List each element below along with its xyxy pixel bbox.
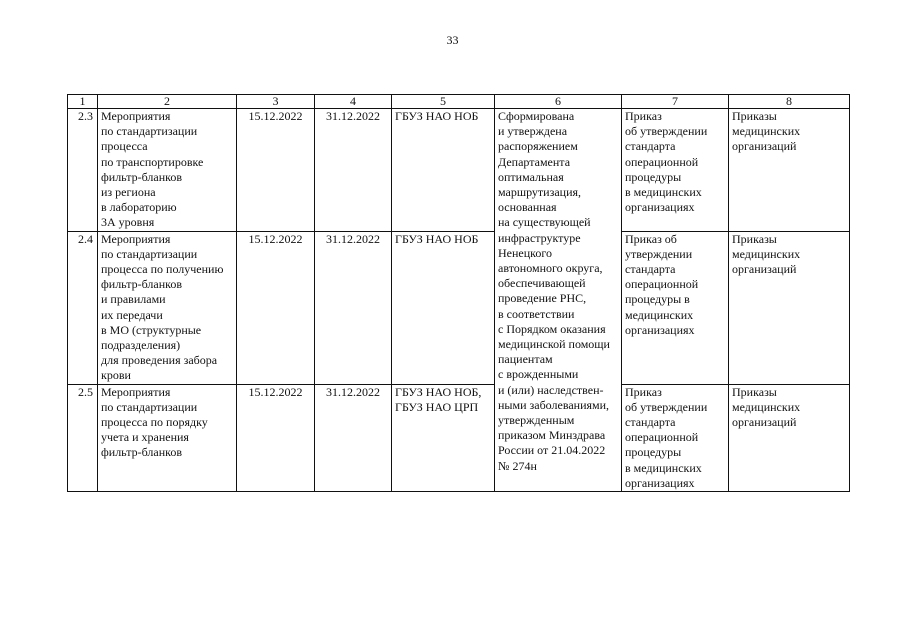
column-number: 3 xyxy=(237,95,315,109)
document-cell xyxy=(622,384,729,491)
end-date-cell: 31.12.2022 xyxy=(315,109,392,232)
cell-line: из региона xyxy=(101,185,156,200)
recipients-cell xyxy=(729,231,850,384)
cell-line: медицинских xyxy=(625,307,694,322)
cell-line: стандарта xyxy=(625,415,676,430)
measures-table xyxy=(67,94,850,492)
cell-line: ГБУЗ НАО ЦРП xyxy=(395,399,479,414)
cell-line: медицинских xyxy=(732,246,801,261)
column-number: 6 xyxy=(495,95,622,109)
cell-line: в лабораторию xyxy=(101,200,177,215)
end-date-cell: 31.12.2022 xyxy=(315,384,392,491)
cell-line: крови xyxy=(101,368,131,383)
document-cell xyxy=(622,109,729,232)
event-cell xyxy=(98,384,237,491)
result-cell xyxy=(495,109,622,492)
cell-line: процесса по порядку xyxy=(101,415,208,430)
start-date-cell: 15.12.2022 xyxy=(237,109,315,232)
cell-line: организациях xyxy=(625,475,695,490)
cell-line: операционной xyxy=(625,277,699,292)
cell-line: России от 21.04.2022 xyxy=(498,443,606,458)
event-cell xyxy=(98,231,237,384)
cell-line: ными заболеваниями, xyxy=(498,397,610,412)
cell-line: операционной xyxy=(625,430,699,445)
cell-line: процедуры xyxy=(625,445,682,460)
cell-line: для проведения забора xyxy=(101,353,218,368)
cell-line: в МО (структурные xyxy=(101,322,202,337)
cell-line: организаций xyxy=(732,415,797,430)
cell-line: учета и хранения xyxy=(101,430,189,445)
recipients-cell xyxy=(729,384,850,491)
cell-line: об утверждении xyxy=(625,399,708,414)
cell-line: по стандартизации xyxy=(101,246,198,261)
cell-line: Приказ xyxy=(625,109,662,123)
cell-line: по транспортировке xyxy=(101,154,204,169)
cell-line: Мероприятия xyxy=(101,231,171,246)
column-number: 7 xyxy=(622,95,729,109)
cell-line: организациях xyxy=(625,322,695,337)
start-date-cell: 15.12.2022 xyxy=(237,231,315,384)
cell-line: процедуры xyxy=(625,169,682,184)
column-number: 8 xyxy=(729,95,850,109)
cell-line: фильтр-бланков xyxy=(101,169,183,184)
item-number-cell: 2.5 xyxy=(68,384,98,491)
event-cell xyxy=(98,109,237,232)
cell-line: процедуры в xyxy=(625,292,690,307)
cell-line: операционной xyxy=(625,154,699,169)
column-number: 1 xyxy=(68,95,98,109)
cell-line: № 274н xyxy=(498,458,537,473)
cell-line: с врожденными xyxy=(498,367,579,382)
cell-line: и утверждена xyxy=(498,124,568,139)
cell-line: в соответствии xyxy=(498,306,575,321)
cell-line: в медицинских xyxy=(625,185,702,200)
cell-line: стандарта xyxy=(625,262,676,277)
cell-line: обеспечивающей xyxy=(498,276,586,291)
cell-line: ГБУЗ НАО НОБ, xyxy=(395,384,482,399)
cell-line: Приказы xyxy=(732,109,777,123)
cell-line: распоряжением xyxy=(498,139,578,154)
column-number: 4 xyxy=(315,95,392,109)
page-number: 33 xyxy=(446,33,459,47)
cell-line: утверждении xyxy=(625,246,693,261)
table-row xyxy=(68,109,850,232)
cell-line: по стандартизации xyxy=(101,399,198,414)
cell-line: Департамента xyxy=(498,154,571,169)
cell-line: Сформирована xyxy=(498,109,575,123)
cell-line: подразделения) xyxy=(101,338,181,353)
cell-line: стандарта xyxy=(625,139,676,154)
cell-line: 3А уровня xyxy=(101,215,155,230)
cell-line: фильтр-бланков xyxy=(101,445,183,460)
cell-line: на существующей xyxy=(498,215,591,230)
document-cell xyxy=(622,231,729,384)
cell-line: основанная xyxy=(498,200,557,215)
cell-line: процесса по получению xyxy=(101,262,224,277)
cell-line: с Порядком оказания xyxy=(498,321,606,336)
executor-cell xyxy=(392,109,495,232)
cell-line: организаций xyxy=(732,139,797,154)
cell-line: утвержденным xyxy=(498,413,575,428)
executor-cell xyxy=(392,384,495,491)
cell-line: и правилами xyxy=(101,292,166,307)
cell-line: инфраструктуре xyxy=(498,230,581,245)
cell-line: автономного округа, xyxy=(498,261,603,276)
cell-line: проведение РНС, xyxy=(498,291,587,306)
cell-line: Приказы xyxy=(732,384,777,399)
end-date-cell: 31.12.2022 xyxy=(315,231,392,384)
cell-line: фильтр-бланков xyxy=(101,277,183,292)
cell-line: по стандартизации xyxy=(101,124,198,139)
table-row xyxy=(68,231,850,384)
cell-line: Мероприятия xyxy=(101,109,171,123)
cell-line: процесса xyxy=(101,139,148,154)
cell-line: медицинской помощи xyxy=(498,337,610,352)
item-number-cell: 2.3 xyxy=(68,109,98,232)
cell-line: Мероприятия xyxy=(101,384,171,399)
table-row xyxy=(68,384,850,491)
cell-line: ГБУЗ НАО НОБ xyxy=(395,231,479,246)
column-number: 5 xyxy=(392,95,495,109)
cell-line: об утверждении xyxy=(625,124,708,139)
cell-line: маршрутизация, xyxy=(498,185,582,200)
item-number-cell: 2.4 xyxy=(68,231,98,384)
cell-line: медицинских xyxy=(732,124,801,139)
cell-line: приказом Минздрава xyxy=(498,428,606,443)
cell-line: организациях xyxy=(625,200,695,215)
cell-line: Ненецкого xyxy=(498,245,553,260)
column-number-row xyxy=(68,95,850,109)
cell-line: оптимальная xyxy=(498,169,564,184)
cell-line: пациентам xyxy=(498,352,553,367)
recipients-cell xyxy=(729,109,850,232)
cell-line: Приказы xyxy=(732,231,777,246)
cell-line: ГБУЗ НАО НОБ xyxy=(395,109,479,123)
cell-line: медицинских xyxy=(732,399,801,414)
cell-line: организаций xyxy=(732,262,797,277)
column-number: 2 xyxy=(98,95,237,109)
cell-line: в медицинских xyxy=(625,460,702,475)
cell-line: и (или) наследствен- xyxy=(498,382,604,397)
cell-line: Приказ xyxy=(625,384,662,399)
cell-line: Приказ об xyxy=(625,231,677,246)
start-date-cell: 15.12.2022 xyxy=(237,384,315,491)
cell-line: их передачи xyxy=(101,307,163,322)
executor-cell xyxy=(392,231,495,384)
